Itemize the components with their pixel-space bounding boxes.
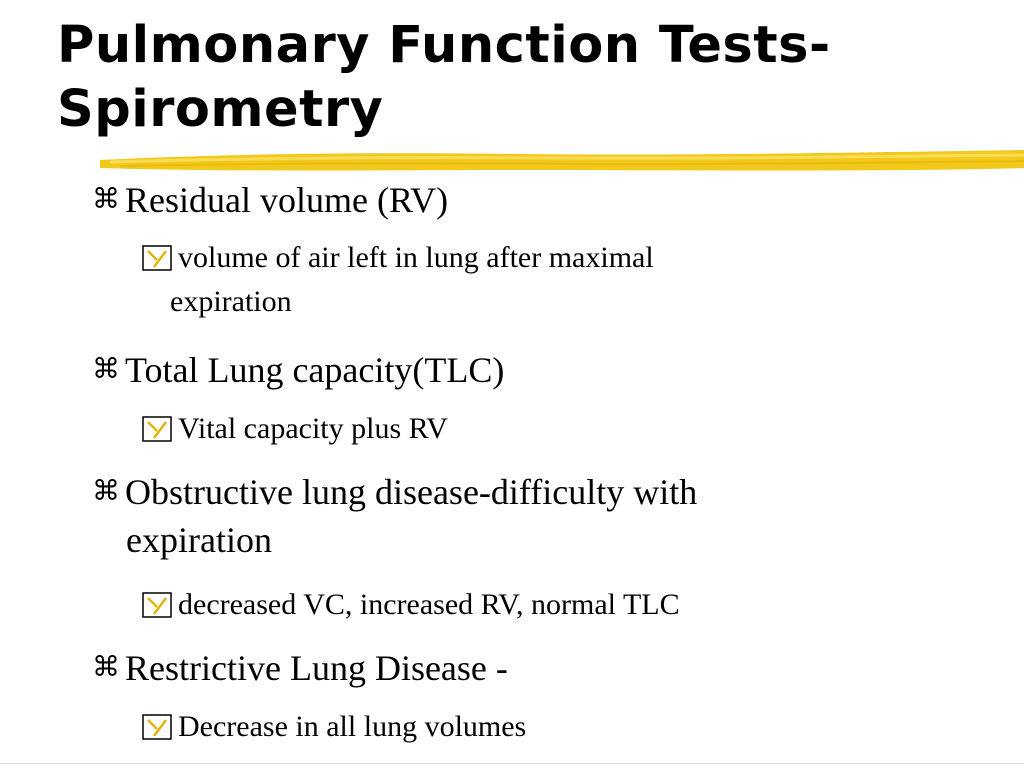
- bullet-text: Obstructive lung disease-difficulty with: [125, 472, 698, 512]
- bullet-obstructive-disease: [92, 468, 697, 564]
- sub-bullet-tlc-definition: [140, 407, 448, 451]
- sub-bullet-text-cont: expiration: [170, 285, 292, 318]
- bullet-total-lung-capacity: [92, 346, 504, 394]
- bullet-restrictive-disease: [92, 644, 508, 692]
- bullet-text-cont: expiration: [126, 520, 272, 560]
- bottom-divider: [0, 763, 1024, 764]
- checkbox-y-icon: [142, 714, 172, 740]
- sub-bullet-obstructive-findings: [140, 583, 680, 627]
- command-bullet-icon: ⌘: [92, 474, 120, 507]
- command-bullet-icon: ⌘: [92, 650, 120, 683]
- bullet-text: Total Lung capacity(TLC): [125, 350, 505, 390]
- sub-bullet-text: decreased VC, increased RV, normal TLC: [178, 588, 680, 621]
- sub-bullet-restrictive-findings: [140, 705, 526, 749]
- title-line-2: Spirometry: [57, 80, 384, 139]
- title-line-1: Pulmonary Function Tests-: [57, 16, 831, 75]
- checkbox-y-icon: [142, 416, 172, 442]
- bullet-text: Residual volume (RV): [125, 180, 449, 220]
- sub-bullet-text: Decrease in all lung volumes: [178, 710, 527, 743]
- command-bullet-icon: ⌘: [92, 182, 120, 215]
- bullet-residual-volume: [92, 176, 448, 224]
- command-bullet-icon: ⌘: [92, 352, 120, 385]
- sub-bullet-rv-definition: [140, 236, 654, 324]
- checkbox-y-icon: [142, 245, 172, 271]
- sub-bullet-text: volume of air left in lung after maximal: [178, 241, 654, 274]
- checkbox-y-icon: [142, 592, 172, 618]
- sub-bullet-text: Vital capacity plus RV: [178, 412, 448, 445]
- bullet-text: Restrictive Lung Disease -: [125, 648, 508, 688]
